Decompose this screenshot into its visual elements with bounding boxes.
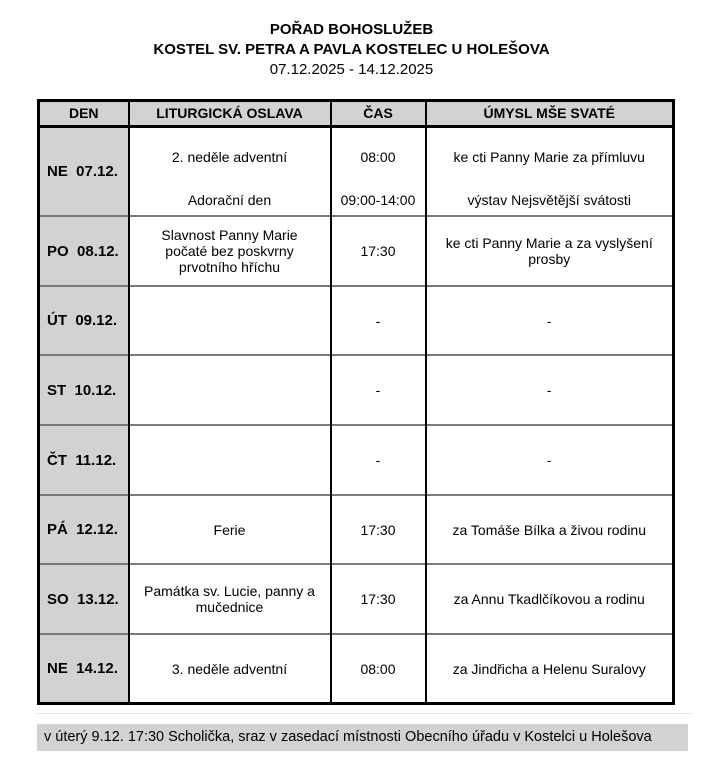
intention-cell: za Annu Tkadlčíkovou a rodinu <box>426 564 674 634</box>
date-range: 07.12.2025 - 14.12.2025 <box>269 61 434 78</box>
day-cell: PO 08.12. <box>39 216 129 286</box>
day-cell: ČT 11.12. <box>39 425 129 495</box>
liturgy-cell: Památka sv. Lucie, panny a mučednice <box>129 564 331 634</box>
document-header <box>0 0 703 80</box>
day-cell: NE 14.12. <box>39 634 129 704</box>
intention-cell: za Tomáše Bílka a živou rodinu <box>426 495 674 564</box>
footer-note: v úterý 9.12. 17:30 Scholička, sraz v zasedací místnosti Obecního úřadu v Kostelci u Holešova <box>37 724 688 751</box>
day-cell: ÚT 09.12. <box>39 286 129 355</box>
col-header-liturgy: LITURGICKÁ OSLAVA <box>129 101 331 127</box>
liturgy-cell: Ferie <box>129 495 331 564</box>
table-row <box>39 495 674 564</box>
time-cell: 17:30 <box>331 564 426 634</box>
time-cell: 17:30 <box>331 495 426 564</box>
table-row <box>39 634 674 704</box>
liturgy-cell <box>129 286 331 355</box>
time-cell: - <box>331 425 426 495</box>
page-title: POŘAD BOHOSLUŽEB <box>269 21 434 38</box>
time-adoration: 09:00-14:00 <box>340 192 416 208</box>
table-row <box>39 425 674 495</box>
separator-line <box>37 713 692 714</box>
liturgy-cell <box>129 127 331 217</box>
time-cell: 17:30 <box>331 216 426 286</box>
table-row <box>39 564 674 634</box>
intention-adoration: výstav Nejsvětější svátosti <box>467 192 631 208</box>
col-header-intention: ÚMYSL MŠE SVATÉ <box>426 101 674 127</box>
time-cell <box>331 127 426 217</box>
time-cell: - <box>331 286 426 355</box>
time-cell: - <box>331 355 426 425</box>
liturgy-cell: 3. neděle adventní <box>129 634 331 704</box>
day-cell: PÁ 12.12. <box>39 495 129 564</box>
intention-cell: - <box>426 425 674 495</box>
col-header-day: DEN <box>39 101 129 127</box>
table-row <box>39 216 674 286</box>
liturgy-cell <box>129 425 331 495</box>
intention-cell: - <box>426 355 674 425</box>
col-header-time: ČAS <box>331 101 426 127</box>
liturgy-adoration: Adorační den <box>187 192 272 208</box>
intention-cell: ke cti Panny Marie a za vyslyšení prosby <box>426 216 674 286</box>
day-cell: ST 10.12. <box>39 355 129 425</box>
table-row <box>39 127 674 217</box>
day-cell: SO 13.12. <box>39 564 129 634</box>
table-row <box>39 355 674 425</box>
header-row <box>39 101 674 127</box>
liturgy-cell: Slavnost Panny Marie počaté bez poskvrny prvotního hříchu <box>129 216 331 286</box>
schedule-table <box>37 99 675 705</box>
intention-morning: ke cti Panny Marie za přímluvu <box>453 148 645 165</box>
liturgy-morning: 2. neděle adventní <box>171 148 288 165</box>
church-title: KOSTEL SV. PETRA A PAVLA KOSTELEC U HOLEŠOVA <box>153 41 550 58</box>
time-cell: 08:00 <box>331 634 426 704</box>
intention-cell: za Jindřicha a Helenu Suralovy <box>426 634 674 704</box>
day-cell: NE 07.12. <box>39 127 129 217</box>
time-morning: 08:00 <box>360 148 396 165</box>
table-row <box>39 286 674 355</box>
intention-cell <box>426 127 674 217</box>
liturgy-cell <box>129 355 331 425</box>
intention-cell: - <box>426 286 674 355</box>
